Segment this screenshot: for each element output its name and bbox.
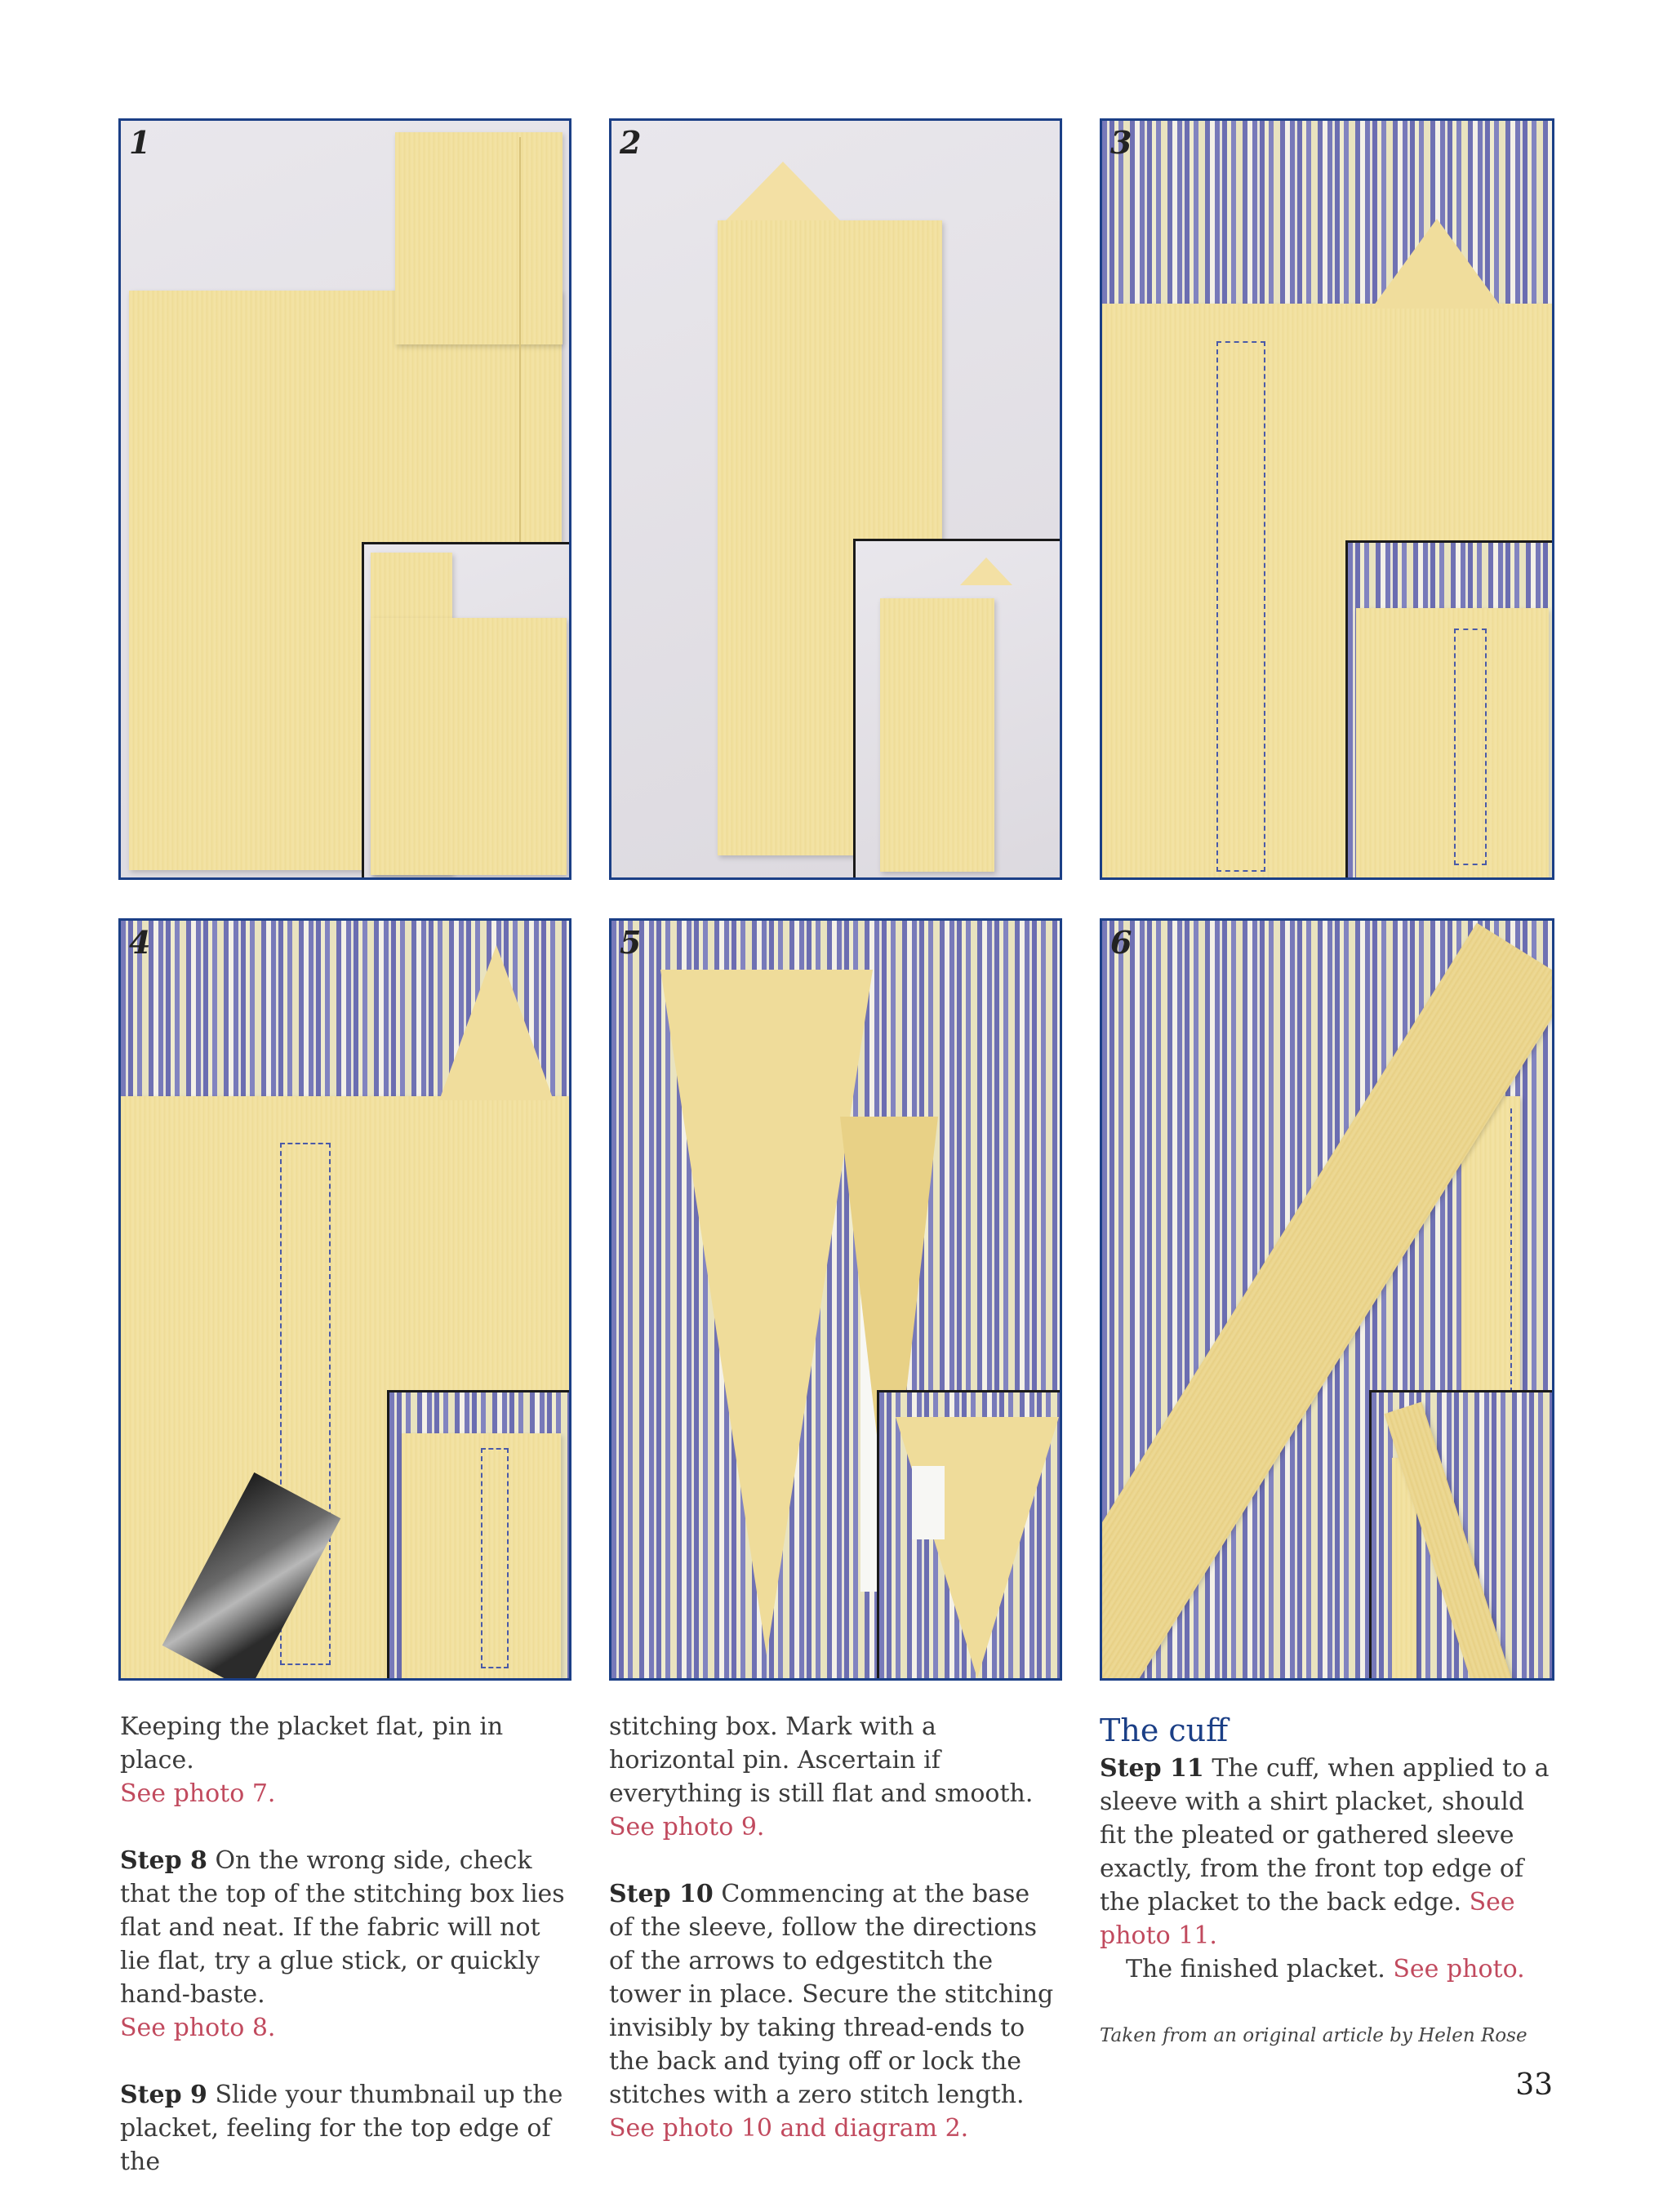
stitching-box [1216, 341, 1265, 872]
fabric-point [726, 162, 840, 220]
text-column-1 [120, 1710, 567, 2212]
fabric-piece [395, 132, 563, 344]
inset-photo [1369, 1390, 1554, 1681]
photo-reference[interactable]: See photo 7. [120, 1779, 276, 1808]
step-label: Step 11 [1100, 1754, 1204, 1783]
section-heading: The cuff [1100, 1712, 1229, 1748]
stitching-box [481, 1448, 509, 1668]
fabric-piece [1356, 608, 1549, 877]
fabric-point [1372, 219, 1502, 309]
fabric-point [960, 557, 1012, 585]
photo-reference[interactable]: See photo 11. [1100, 1888, 1515, 1950]
step-label: Step 8 [120, 1846, 207, 1875]
photo-2 [609, 118, 1062, 880]
fabric-piece [371, 618, 567, 875]
paragraph [120, 1710, 567, 1810]
paragraph [1100, 1752, 1557, 1952]
paragraph [120, 1844, 567, 2045]
photo-6 [1100, 918, 1554, 1681]
photo-number: 2 [620, 124, 642, 161]
inset-photo [362, 542, 571, 880]
paragraph-text: Commencing at the base of the sleeve, follow the directions of the arrows to edgestitch the tower in place. Secure the stitching invisibly by taking thread-ends to the back and tying off or lock the stitches with a zero stitch length. [609, 1880, 1054, 2109]
paragraph [1100, 1952, 1557, 1986]
paragraph-text: Slide your thumbnail up the placket, feeling for the top edge of the [120, 2081, 563, 2176]
photo-number: 1 [129, 124, 151, 161]
paragraph [609, 1877, 1060, 2145]
paragraph-text: The cuff, when applied to a sleeve with a shirt placket, should fit the pleated or gathered sleeve exactly, from the front top edge of the placket to the back edge. [1100, 1754, 1550, 1917]
paragraph-text: The finished placket. [1126, 1955, 1385, 1983]
paragraph-text: Keeping the placket flat, pin in place. [120, 1712, 504, 1774]
photo-number: 5 [620, 924, 642, 961]
photo-reference[interactable]: See photo 9. [609, 1813, 765, 1841]
paragraph [120, 2078, 567, 2179]
paragraph-text: On the wrong side, check that the top of the stitching box lies flat and neat. If the fabric will not lie flat, try a glue stick, or quickly hand-baste. [120, 1846, 565, 2009]
step-label: Step 10 [609, 1880, 714, 1908]
photo-reference[interactable]: See photo 8. [120, 2014, 276, 2042]
paragraph [609, 1710, 1060, 1844]
photo-4 [118, 918, 571, 1681]
fabric-flap [896, 1417, 1059, 1678]
stitching-box [1454, 629, 1487, 865]
photo-reference[interactable]: See photo 10 and diagram 2. [609, 2114, 969, 2143]
photo-number: 3 [1110, 124, 1132, 161]
text-column-3 [1100, 1712, 1557, 2053]
fabric-piece [880, 598, 994, 872]
text-column-2 [609, 1710, 1060, 2179]
page-number: 33 [1515, 2068, 1553, 2102]
inset-photo [387, 1390, 571, 1681]
photo-5 [609, 918, 1062, 1681]
fabric-point [439, 945, 554, 1100]
photo-3 [1100, 118, 1554, 880]
paragraph-text: stitching box. Mark with a horizontal pin. Ascertain if everything is still flat and smooth. [609, 1712, 1034, 1808]
photo-1 [118, 118, 571, 880]
inset-photo [853, 539, 1062, 880]
step-label: Step 9 [120, 2081, 207, 2109]
inset-photo [1345, 540, 1554, 880]
white-backing [912, 1466, 945, 1539]
photo-number: 4 [129, 924, 151, 961]
photo-number: 6 [1110, 924, 1132, 961]
photo-reference[interactable]: See photo. [1393, 1955, 1525, 1983]
inset-photo [877, 1390, 1062, 1681]
article-credit: Taken from an original article by Helen Rose [1100, 2025, 1527, 2046]
